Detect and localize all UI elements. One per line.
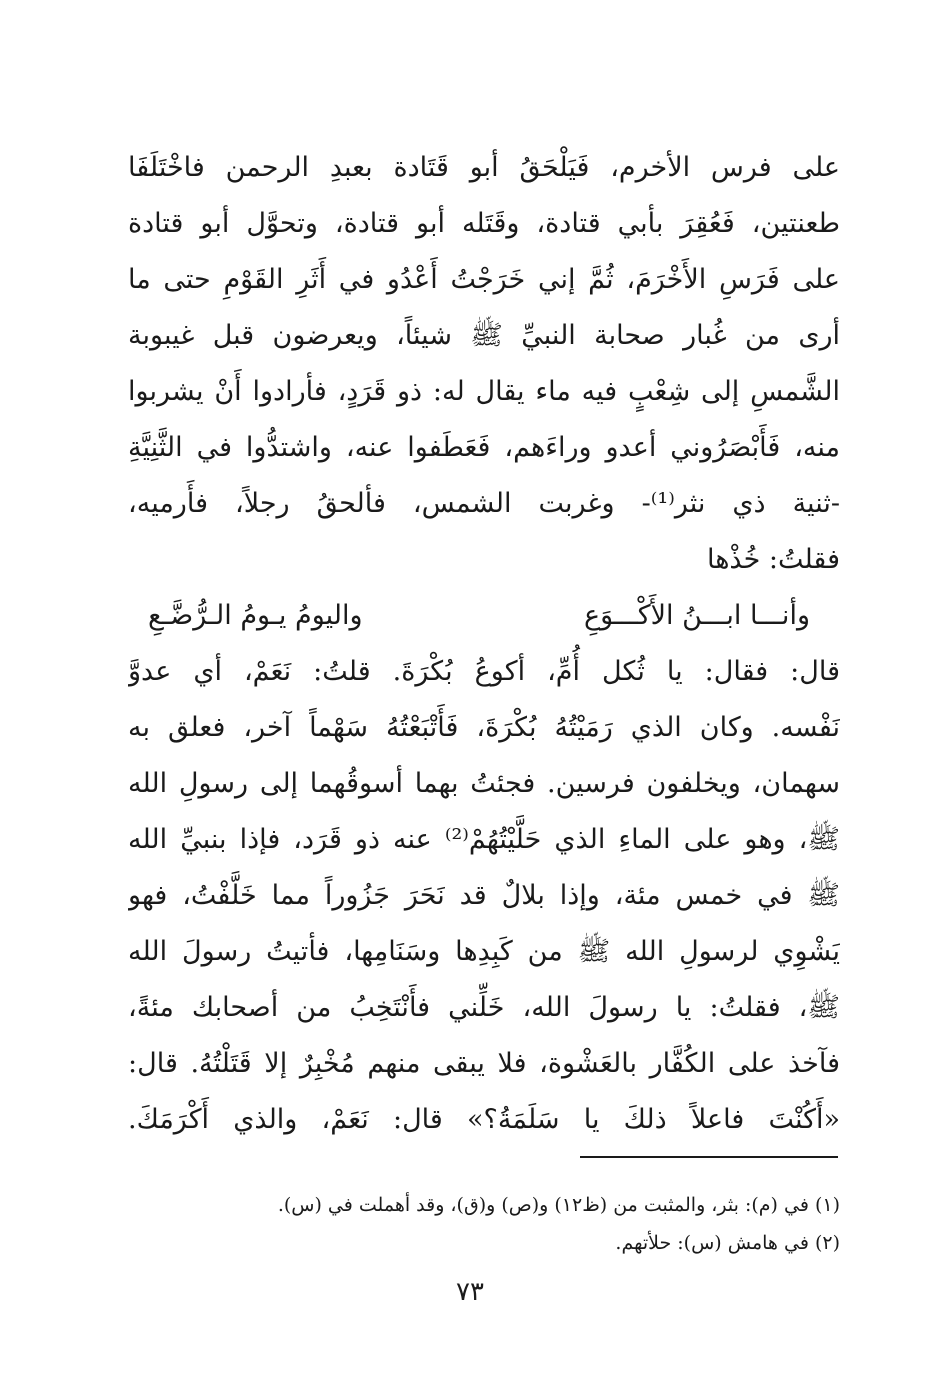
- text-line: فآخذ على الكُفَّار بالعَشْوة، فلا يبقى منهم مُخْبِرٌ إلا قَتَلْتُهُ. قال:: [128, 1048, 840, 1079]
- text-line: منه، فَأَبْصَرُوني أعدو وراءَهم، فَعَطَفوا عنه، واشتدُّوا في الثَّنِيَّةِ: [128, 432, 840, 463]
- text-line: -ثنية ذي نثر⁽¹⁾- وغربت الشمس، فألحقُ رجلاً، فأَرميه،: [128, 488, 840, 519]
- text-line: أرى من غُبار صحابة النبيِّ ﷺ شيئاً، ويعرضون قبل غيبوبة: [128, 320, 840, 351]
- text-line: طعنتين، فَعُقِرَ بأبي قتادة، وقَتَله أبو قتادة، وتحوَّل أبو قتادة: [128, 208, 840, 239]
- main-text: [128, 140, 840, 1148]
- page-number: ٧٣: [456, 1277, 484, 1307]
- footnote: (١) في (م): بثر، والمثبت من (ظ١٢) و(ص) و(ق)، وقد أهملت في (س).: [277, 1194, 840, 1216]
- text-line: نَفْسه. وكان الذي رَمَيْتُهُ بُكْرَةَ، فَأَتْبَعْتُهُ سَهْماً آخر، فعلق به: [128, 712, 840, 743]
- text-line: فقلتُ: خُذْها: [706, 544, 840, 575]
- text-line: سهمان، ويخلفون فرسين. فجئتُ بهما أسوقُهما إلى رسولِ الله: [128, 768, 840, 799]
- text-line: يَشْوِي لرسولِ الله ﷺ من كَبِدِها وسَنَامِها، فأتيتُ رسولَ الله: [128, 936, 840, 967]
- footnotes: [128, 1186, 840, 1262]
- text-line: ﷺ في خمس مئة، وإذا بلالٌ قد نَحَرَ جَزُوراً مما خَلَّفْتُ، فهو: [128, 880, 840, 911]
- footnote-divider: [580, 1156, 838, 1158]
- text-line: على فَرَسِ الأَخْرَمَ، ثُمَّ إني خَرَجْتُ أَعْدُو في أَثَرِ القَوْمِ حتى ما: [128, 264, 840, 295]
- verse-second-hemistich: واليومُ يـومُ الـرُّضَّـعِ: [148, 600, 363, 631]
- text-line: على فرس الأخرم، فَيَلْحَقُ أبو قَتَادة بعبدِ الرحمن فاخْتَلَفَا: [128, 152, 840, 183]
- text-line: الشَّمسِ إلى شِعْبٍ فيه ماء يقال له: ذو قَرَدٍ، فأرادوا أَنْ يشربوا: [128, 376, 840, 407]
- text-line: قال: فقال: يا ثُكل أُمِّ، أكوعُ بُكْرَةَ. قلتُ: نَعَمْ، أي عدوَّ: [128, 656, 840, 687]
- verse-first-hemistich: وأنـــا ابـــنُ الأَكْـــوَعِ: [583, 600, 810, 631]
- footnote: (٢) في هامش (س): حلأتهم.: [615, 1232, 840, 1254]
- poetry-verse: [128, 588, 840, 644]
- text-line: «أَكُنْتَ فاعلاً ذلكَ يا سَلَمَةُ؟» قال: نَعَمْ، والذي أَكْرَمَكَ.: [128, 1104, 840, 1135]
- text-line: ﷺ، وهو على الماءِ الذي حَلَّيْتُهُمْ⁽²⁾ عنه ذو قَرَد، فإذا بنبيِّ الله: [128, 824, 840, 855]
- text-line: ﷺ، فقلتُ: يا رسولَ الله، خَلِّني فأَنْتَخِبُ من أصحابك مئةً،: [128, 992, 840, 1023]
